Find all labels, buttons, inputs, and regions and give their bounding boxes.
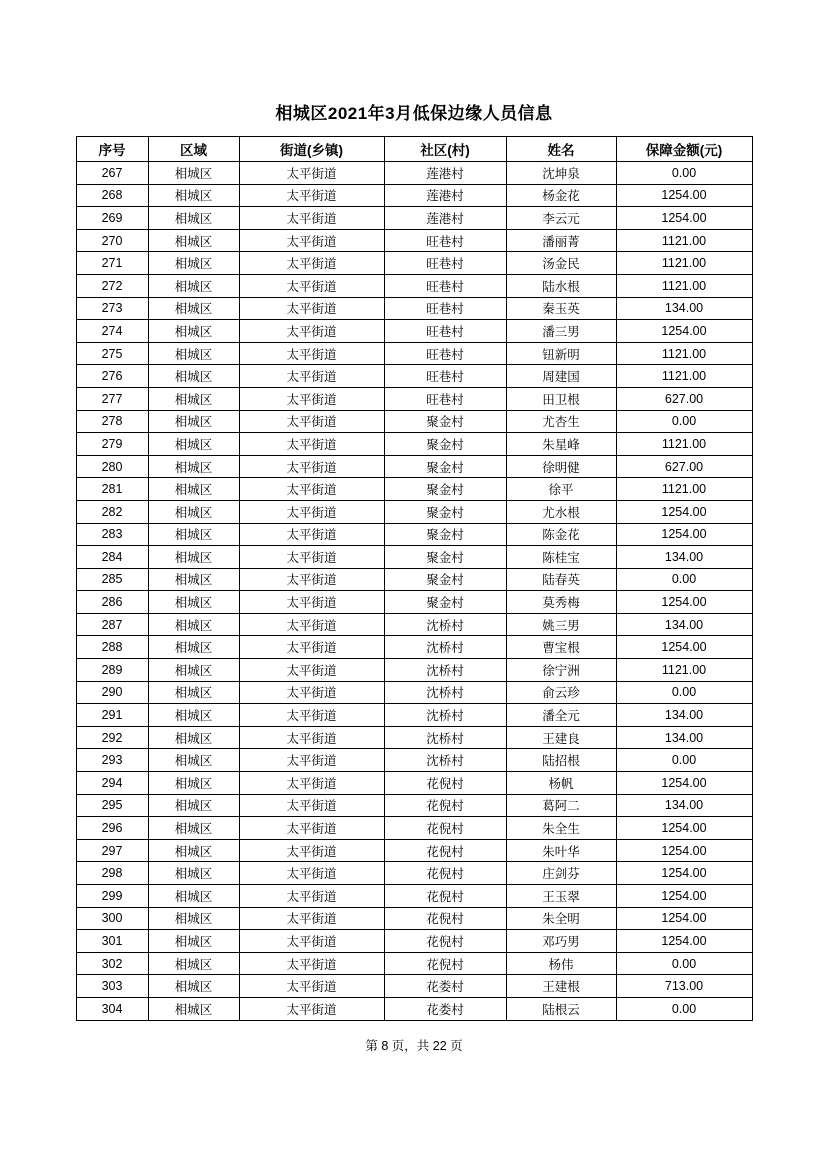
table-cell: 相城区 [148, 930, 239, 953]
table-cell: 相城区 [148, 772, 239, 795]
table-row [76, 184, 752, 207]
table-cell: 相城区 [148, 252, 239, 275]
table-row [76, 930, 752, 953]
table-cell: 太平街道 [239, 455, 384, 478]
table-row [76, 297, 752, 320]
table-cell: 太平街道 [239, 997, 384, 1020]
table-row [76, 613, 752, 636]
table-cell: 太平街道 [239, 726, 384, 749]
table-cell: 0.00 [616, 410, 752, 433]
table-cell: 285 [76, 568, 148, 591]
table-row [76, 636, 752, 659]
table-cell: 太平街道 [239, 591, 384, 614]
table-header-row [76, 137, 752, 162]
table-cell: 杨帆 [506, 772, 616, 795]
table-cell: 299 [76, 885, 148, 908]
table-cell: 朱全明 [506, 907, 616, 930]
table-cell: 聚金村 [384, 546, 506, 569]
table-cell: 1121.00 [616, 433, 752, 456]
table-cell: 旺巷村 [384, 365, 506, 388]
table-cell: 268 [76, 184, 148, 207]
table-cell: 相城区 [148, 184, 239, 207]
table-cell: 274 [76, 320, 148, 343]
table-row [76, 772, 752, 795]
page-number: 第 8 页，共 22 页 [365, 1038, 463, 1053]
table-cell: 269 [76, 207, 148, 230]
table-cell: 庄剑芬 [506, 862, 616, 885]
table-cell: 花倪村 [384, 930, 506, 953]
table-cell: 陆水根 [506, 274, 616, 297]
table-row [76, 410, 752, 433]
table-cell: 相城区 [148, 297, 239, 320]
table-cell: 1121.00 [616, 252, 752, 275]
table-cell: 曹宝根 [506, 636, 616, 659]
table-cell: 沈桥村 [384, 659, 506, 682]
table-row [76, 320, 752, 343]
table-cell: 太平街道 [239, 839, 384, 862]
table-cell: 潘三男 [506, 320, 616, 343]
table-cell: 花倪村 [384, 817, 506, 840]
table-cell: 邓巧男 [506, 930, 616, 953]
table-cell: 1254.00 [616, 839, 752, 862]
table-cell: 太平街道 [239, 342, 384, 365]
table-cell: 相城区 [148, 274, 239, 297]
table-cell: 陈金花 [506, 523, 616, 546]
table-cell: 相城区 [148, 410, 239, 433]
table-cell: 1121.00 [616, 229, 752, 252]
table-cell: 相城区 [148, 387, 239, 410]
table-cell: 沈桥村 [384, 704, 506, 727]
table-cell: 王建根 [506, 975, 616, 998]
table-row [76, 794, 752, 817]
table-cell: 627.00 [616, 455, 752, 478]
table-cell: 花倪村 [384, 907, 506, 930]
table-cell: 相城区 [148, 433, 239, 456]
table-cell: 287 [76, 613, 148, 636]
table-cell: 267 [76, 162, 148, 185]
column-header: 街道(乡镇) [239, 137, 384, 162]
table-row [76, 704, 752, 727]
table-cell: 292 [76, 726, 148, 749]
table-cell: 旺巷村 [384, 320, 506, 343]
table-cell: 282 [76, 500, 148, 523]
table-row [76, 681, 752, 704]
table-row [76, 659, 752, 682]
table-cell: 1254.00 [616, 523, 752, 546]
table-cell: 太平街道 [239, 162, 384, 185]
table-cell: 周建国 [506, 365, 616, 388]
table-cell: 270 [76, 229, 148, 252]
table-cell: 相城区 [148, 478, 239, 501]
table-cell: 葛阿二 [506, 794, 616, 817]
table-cell: 1121.00 [616, 365, 752, 388]
table-cell: 290 [76, 681, 148, 704]
table-row [76, 252, 752, 275]
table-cell: 300 [76, 907, 148, 930]
column-header: 姓名 [506, 137, 616, 162]
column-header: 社区(村) [384, 137, 506, 162]
table-cell: 李云元 [506, 207, 616, 230]
column-header: 保障金额(元) [616, 137, 752, 162]
benefits-table [76, 136, 753, 1021]
table-cell: 太平街道 [239, 229, 384, 252]
table-cell: 相城区 [148, 885, 239, 908]
table-cell: 134.00 [616, 704, 752, 727]
table-cell: 相城区 [148, 704, 239, 727]
table-cell: 1254.00 [616, 772, 752, 795]
table-cell: 沈坤泉 [506, 162, 616, 185]
table-cell: 花倪村 [384, 794, 506, 817]
table-cell: 太平街道 [239, 704, 384, 727]
table-cell: 俞云珍 [506, 681, 616, 704]
table-cell: 271 [76, 252, 148, 275]
table-cell: 沈桥村 [384, 726, 506, 749]
table-cell: 花娄村 [384, 997, 506, 1020]
table-cell: 杨伟 [506, 952, 616, 975]
table-cell: 花娄村 [384, 975, 506, 998]
table-cell: 相城区 [148, 613, 239, 636]
table-cell: 汤金民 [506, 252, 616, 275]
table-cell: 太平街道 [239, 365, 384, 388]
table-cell: 太平街道 [239, 500, 384, 523]
table-cell: 花倪村 [384, 772, 506, 795]
table-cell: 272 [76, 274, 148, 297]
table-cell: 沈桥村 [384, 749, 506, 772]
table-cell: 1254.00 [616, 930, 752, 953]
table-cell: 0.00 [616, 162, 752, 185]
table-cell: 相城区 [148, 681, 239, 704]
table-cell: 301 [76, 930, 148, 953]
table-cell: 相城区 [148, 952, 239, 975]
table-cell: 1254.00 [616, 320, 752, 343]
table-cell: 295 [76, 794, 148, 817]
table-cell: 0.00 [616, 952, 752, 975]
table-cell: 田卫根 [506, 387, 616, 410]
table-row [76, 839, 752, 862]
table-cell: 太平街道 [239, 523, 384, 546]
table-cell: 尤水根 [506, 500, 616, 523]
table-cell: 0.00 [616, 749, 752, 772]
table-cell: 相城区 [148, 839, 239, 862]
table-cell: 旺巷村 [384, 229, 506, 252]
table-cell: 相城区 [148, 726, 239, 749]
table-cell: 太平街道 [239, 975, 384, 998]
table-cell: 134.00 [616, 546, 752, 569]
table-row [76, 591, 752, 614]
table-cell: 王建良 [506, 726, 616, 749]
table-cell: 王玉翠 [506, 885, 616, 908]
table-cell: 280 [76, 455, 148, 478]
table-row [76, 274, 752, 297]
table-cell: 旺巷村 [384, 297, 506, 320]
table-cell: 钮新明 [506, 342, 616, 365]
table-cell: 相城区 [148, 523, 239, 546]
table-cell: 相城区 [148, 862, 239, 885]
table-cell: 莫秀梅 [506, 591, 616, 614]
table-cell: 相城区 [148, 229, 239, 252]
table-cell: 太平街道 [239, 410, 384, 433]
table-cell: 太平街道 [239, 433, 384, 456]
table-cell: 134.00 [616, 613, 752, 636]
table-row [76, 907, 752, 930]
table-cell: 潘全元 [506, 704, 616, 727]
table-cell: 286 [76, 591, 148, 614]
table-cell: 潘丽菁 [506, 229, 616, 252]
table-cell: 太平街道 [239, 274, 384, 297]
table-cell: 花倪村 [384, 839, 506, 862]
table-cell: 旺巷村 [384, 252, 506, 275]
table-cell: 0.00 [616, 568, 752, 591]
table-cell: 太平街道 [239, 184, 384, 207]
table-cell: 0.00 [616, 681, 752, 704]
table-cell: 旺巷村 [384, 274, 506, 297]
table-cell: 太平街道 [239, 772, 384, 795]
table-row [76, 885, 752, 908]
table-cell: 275 [76, 342, 148, 365]
table-cell: 秦玉英 [506, 297, 616, 320]
table-cell: 太平街道 [239, 952, 384, 975]
table-cell: 288 [76, 636, 148, 659]
table-cell: 相城区 [148, 907, 239, 930]
table-cell: 太平街道 [239, 478, 384, 501]
table-cell: 太平街道 [239, 749, 384, 772]
table-row [76, 207, 752, 230]
table-row [76, 975, 752, 998]
table-cell: 303 [76, 975, 148, 998]
table-row [76, 342, 752, 365]
table-cell: 134.00 [616, 794, 752, 817]
table-cell: 284 [76, 546, 148, 569]
table-cell: 相城区 [148, 500, 239, 523]
table-row [76, 997, 752, 1020]
table-cell: 相城区 [148, 546, 239, 569]
table-cell: 旺巷村 [384, 342, 506, 365]
table-cell: 太平街道 [239, 613, 384, 636]
table-cell: 聚金村 [384, 410, 506, 433]
table-cell: 沈桥村 [384, 681, 506, 704]
table-cell: 相城区 [148, 997, 239, 1020]
table-cell: 276 [76, 365, 148, 388]
table-cell: 太平街道 [239, 297, 384, 320]
table-cell: 1254.00 [616, 885, 752, 908]
table-cell: 相城区 [148, 975, 239, 998]
table-cell: 太平街道 [239, 659, 384, 682]
table-row [76, 387, 752, 410]
table-cell: 相城区 [148, 320, 239, 343]
table-cell: 291 [76, 704, 148, 727]
table-cell: 1254.00 [616, 636, 752, 659]
table-cell: 相城区 [148, 568, 239, 591]
table-body [76, 162, 752, 1021]
page-title: 相城区2021年3月低保边缘人员信息 [275, 104, 553, 123]
table-row [76, 546, 752, 569]
table-row [76, 229, 752, 252]
table-cell: 0.00 [616, 997, 752, 1020]
table-cell: 太平街道 [239, 885, 384, 908]
table-cell: 聚金村 [384, 500, 506, 523]
table-cell: 太平街道 [239, 387, 384, 410]
table-cell: 304 [76, 997, 148, 1020]
table-cell: 聚金村 [384, 433, 506, 456]
table-cell: 相城区 [148, 365, 239, 388]
table-cell: 1121.00 [616, 274, 752, 297]
table-cell: 134.00 [616, 297, 752, 320]
table-cell: 陈桂宝 [506, 546, 616, 569]
table-cell: 杨金花 [506, 184, 616, 207]
table-row [76, 568, 752, 591]
table-cell: 陆根云 [506, 997, 616, 1020]
table-cell: 相城区 [148, 749, 239, 772]
table-cell: 太平街道 [239, 320, 384, 343]
table-cell: 相城区 [148, 636, 239, 659]
table-cell: 相城区 [148, 817, 239, 840]
table-cell: 沈桥村 [384, 613, 506, 636]
table-cell: 太平街道 [239, 907, 384, 930]
table-cell: 相城区 [148, 591, 239, 614]
table-cell: 旺巷村 [384, 387, 506, 410]
table-cell: 太平街道 [239, 546, 384, 569]
table-cell: 1121.00 [616, 659, 752, 682]
table-row [76, 433, 752, 456]
table-cell: 太平街道 [239, 862, 384, 885]
table-row [76, 478, 752, 501]
table-cell: 太平街道 [239, 817, 384, 840]
table-cell: 1121.00 [616, 342, 752, 365]
table-cell: 627.00 [616, 387, 752, 410]
table-cell: 莲港村 [384, 207, 506, 230]
table-cell: 297 [76, 839, 148, 862]
table-cell: 陆春英 [506, 568, 616, 591]
table-row [76, 726, 752, 749]
table-row [76, 523, 752, 546]
table-cell: 朱星峰 [506, 433, 616, 456]
table-cell: 姚三男 [506, 613, 616, 636]
table-cell: 朱全生 [506, 817, 616, 840]
table-cell: 太平街道 [239, 207, 384, 230]
table-cell: 沈桥村 [384, 636, 506, 659]
table-cell: 289 [76, 659, 148, 682]
table-cell: 花倪村 [384, 862, 506, 885]
table-cell: 太平街道 [239, 568, 384, 591]
table-cell: 聚金村 [384, 591, 506, 614]
table-cell: 713.00 [616, 975, 752, 998]
table-cell: 1121.00 [616, 478, 752, 501]
table-cell: 279 [76, 433, 148, 456]
table-row [76, 862, 752, 885]
table-cell: 莲港村 [384, 184, 506, 207]
column-header: 序号 [76, 137, 148, 162]
table-row [76, 162, 752, 185]
column-header: 区域 [148, 137, 239, 162]
table-row [76, 500, 752, 523]
table-cell: 293 [76, 749, 148, 772]
table-cell: 1254.00 [616, 591, 752, 614]
table-cell: 1254.00 [616, 500, 752, 523]
table-cell: 1254.00 [616, 207, 752, 230]
table-cell: 1254.00 [616, 907, 752, 930]
table-cell: 相城区 [148, 659, 239, 682]
table-cell: 徐平 [506, 478, 616, 501]
table-row [76, 817, 752, 840]
table-cell: 相城区 [148, 794, 239, 817]
table-cell: 相城区 [148, 162, 239, 185]
table-cell: 相城区 [148, 342, 239, 365]
table-cell: 太平街道 [239, 681, 384, 704]
table-cell: 134.00 [616, 726, 752, 749]
table-cell: 花倪村 [384, 885, 506, 908]
table-cell: 聚金村 [384, 455, 506, 478]
table-cell: 聚金村 [384, 478, 506, 501]
table-row [76, 952, 752, 975]
table-cell: 1254.00 [616, 862, 752, 885]
table-row [76, 749, 752, 772]
table-cell: 296 [76, 817, 148, 840]
table-cell: 1254.00 [616, 817, 752, 840]
table-cell: 277 [76, 387, 148, 410]
table-cell: 朱叶华 [506, 839, 616, 862]
table-cell: 298 [76, 862, 148, 885]
table-cell: 1254.00 [616, 184, 752, 207]
table-cell: 294 [76, 772, 148, 795]
table-cell: 太平街道 [239, 930, 384, 953]
table-cell: 278 [76, 410, 148, 433]
table-cell: 陆招根 [506, 749, 616, 772]
table-cell: 花倪村 [384, 952, 506, 975]
table-cell: 283 [76, 523, 148, 546]
table-cell: 莲港村 [384, 162, 506, 185]
table-cell: 聚金村 [384, 568, 506, 591]
table-cell: 281 [76, 478, 148, 501]
table-cell: 太平街道 [239, 636, 384, 659]
table-cell: 太平街道 [239, 794, 384, 817]
table-row [76, 455, 752, 478]
table-row [76, 365, 752, 388]
table-cell: 302 [76, 952, 148, 975]
table-cell: 相城区 [148, 207, 239, 230]
table-cell: 聚金村 [384, 523, 506, 546]
table-cell: 相城区 [148, 455, 239, 478]
table-cell: 太平街道 [239, 252, 384, 275]
table-cell: 尤杏生 [506, 410, 616, 433]
table-cell: 273 [76, 297, 148, 320]
table-cell: 徐明健 [506, 455, 616, 478]
table-cell: 徐宁洲 [506, 659, 616, 682]
